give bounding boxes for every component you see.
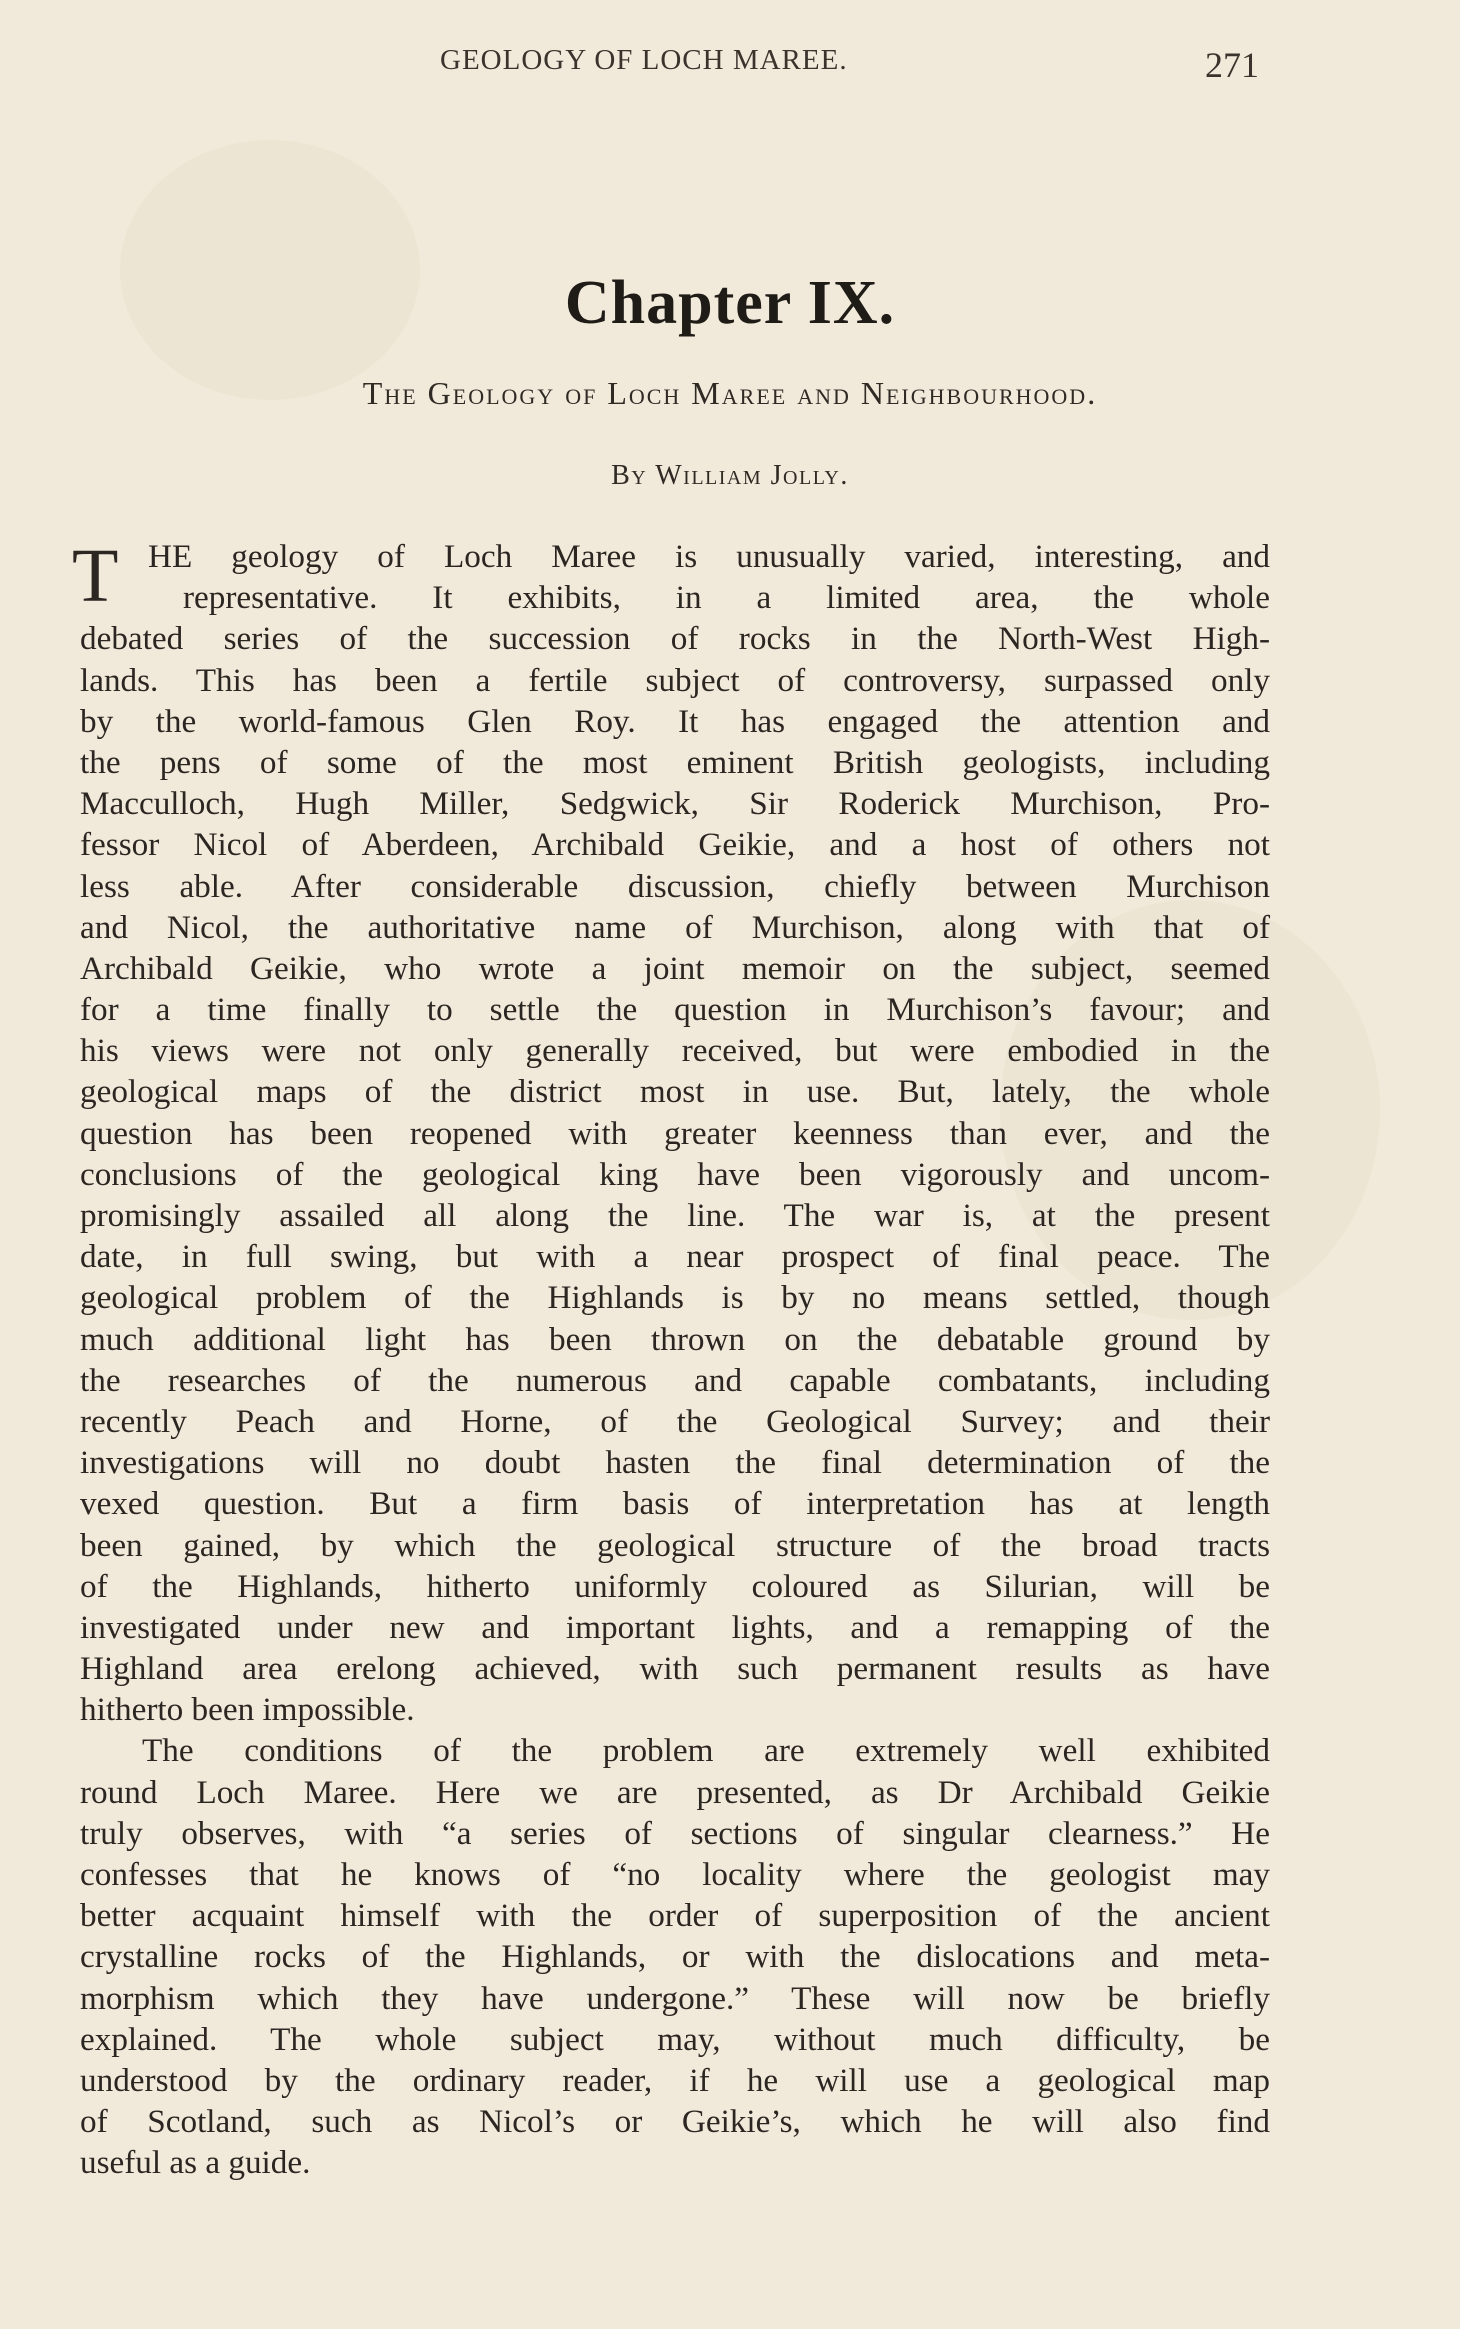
text-line: hitherto been impossible. bbox=[80, 1691, 415, 1729]
text-line: morphism which they have undergone.” These will now be briefly bbox=[80, 1979, 1270, 2017]
text-line: round Loch Maree. Here we are presented, as Dr Archibald Geikie bbox=[80, 1773, 1270, 1811]
text-line: and Nicol, the authoritative name of Murchison, along with that of bbox=[80, 908, 1270, 946]
text-line: investigations will no doubt hasten the final determination of the bbox=[80, 1444, 1270, 1482]
text-line: question has been reopened with greater keenness than ever, and the bbox=[80, 1114, 1270, 1152]
text-line: much additional light has been thrown on the debatable ground by bbox=[80, 1320, 1270, 1358]
text-line: vexed question. But a firm basis of interpretation has at length bbox=[80, 1485, 1270, 1523]
text-line: better acquaint himself with the order of superposition of the ancient bbox=[80, 1897, 1270, 1935]
drop-cap: T bbox=[72, 534, 119, 618]
text-line: Highland area erelong achieved, with such permanent results as have bbox=[80, 1650, 1270, 1688]
paragraph-1-lines bbox=[80, 536, 1270, 1730]
text-line: lands. This has been a fertile subject of controversy, surpassed only bbox=[80, 661, 1270, 699]
text-line: his views were not only generally received, but were embodied in the bbox=[80, 1032, 1270, 1070]
text-line: fessor Nicol of Aberdeen, Archibald Geikie, and a host of others not bbox=[80, 826, 1270, 864]
text-line: HE geology of Loch Maree is unusually varied, interesting, and bbox=[148, 538, 1270, 575]
page-number: 271 bbox=[1205, 45, 1259, 85]
text-line: truly observes, with “a series of sections of singular clearness.” He bbox=[80, 1814, 1270, 1852]
body-text bbox=[72, 534, 1270, 2184]
text-line: geological maps of the district most in use. But, lately, the whole bbox=[80, 1073, 1270, 1111]
text-line: understood by the ordinary reader, if he will use a geological map bbox=[80, 2061, 1270, 2099]
text-line: promisingly assailed all along the line. The war is, at the present bbox=[80, 1197, 1270, 1234]
text-line: conclusions of the geological king have been vigorously and uncom- bbox=[80, 1155, 1270, 1193]
text-line: the pens of some of the most eminent British geologists, including bbox=[80, 743, 1270, 781]
author-byline: By William Jolly. bbox=[611, 460, 849, 491]
text-line: of the Highlands, hitherto uniformly coloured as Silurian, will be bbox=[80, 1567, 1270, 1605]
text-line: confesses that he knows of “no locality where the geologist may bbox=[80, 1856, 1270, 1893]
text-line: crystalline rocks of the Highlands, or with the dislocations and meta- bbox=[80, 1938, 1270, 1976]
chapter-title: Chapter IX. bbox=[564, 269, 896, 337]
text-line: geological problem of the Highlands is by no means settled, though bbox=[80, 1279, 1270, 1317]
text-line: been gained, by which the geological structure of the broad tracts bbox=[80, 1526, 1270, 1564]
paragraph-2 bbox=[80, 1730, 1270, 2183]
text-line: explained. The whole subject may, without much difficulty, be bbox=[80, 2020, 1270, 2058]
text-line: the researches of the numerous and capable combatants, including bbox=[80, 1361, 1270, 1399]
text-line: Macculloch, Hugh Miller, Sedgwick, Sir Roderick Murchison, Pro- bbox=[80, 785, 1270, 823]
chapter-subtitle: The Geology of Loch Maree and Neighbourhood. bbox=[362, 375, 1098, 411]
text-line: of Scotland, such as Nicol’s or Geikie’s, which he will also find bbox=[80, 2103, 1270, 2141]
text-line: useful as a guide. bbox=[80, 2144, 311, 2182]
text-line: Archibald Geikie, who wrote a joint memoir on the subject, seemed bbox=[80, 949, 1270, 987]
text-line: debated series of the succession of rocks in the North-West High- bbox=[80, 620, 1270, 658]
text-line: recently Peach and Horne, of the Geological Survey; and their bbox=[80, 1402, 1270, 1440]
text-line: The conditions of the problem are extremely well exhibited bbox=[142, 1732, 1270, 1770]
paragraph-1 bbox=[72, 534, 1270, 1730]
text-line: less able. After considerable discussion, chiefly between Murchison bbox=[80, 867, 1270, 905]
running-head: GEOLOGY OF LOCH MAREE. bbox=[440, 44, 848, 76]
text-line: date, in full swing, but with a near prospect of final peace. The bbox=[80, 1238, 1270, 1276]
text-line: representative. It exhibits, in a limited area, the whole bbox=[183, 579, 1270, 617]
text-line: investigated under new and important lights, and a remapping of the bbox=[80, 1608, 1270, 1646]
text-line: for a time finally to settle the question in Murchison’s favour; and bbox=[80, 991, 1270, 1029]
text-line: by the world-famous Glen Roy. It has engaged the attention and bbox=[80, 702, 1270, 740]
